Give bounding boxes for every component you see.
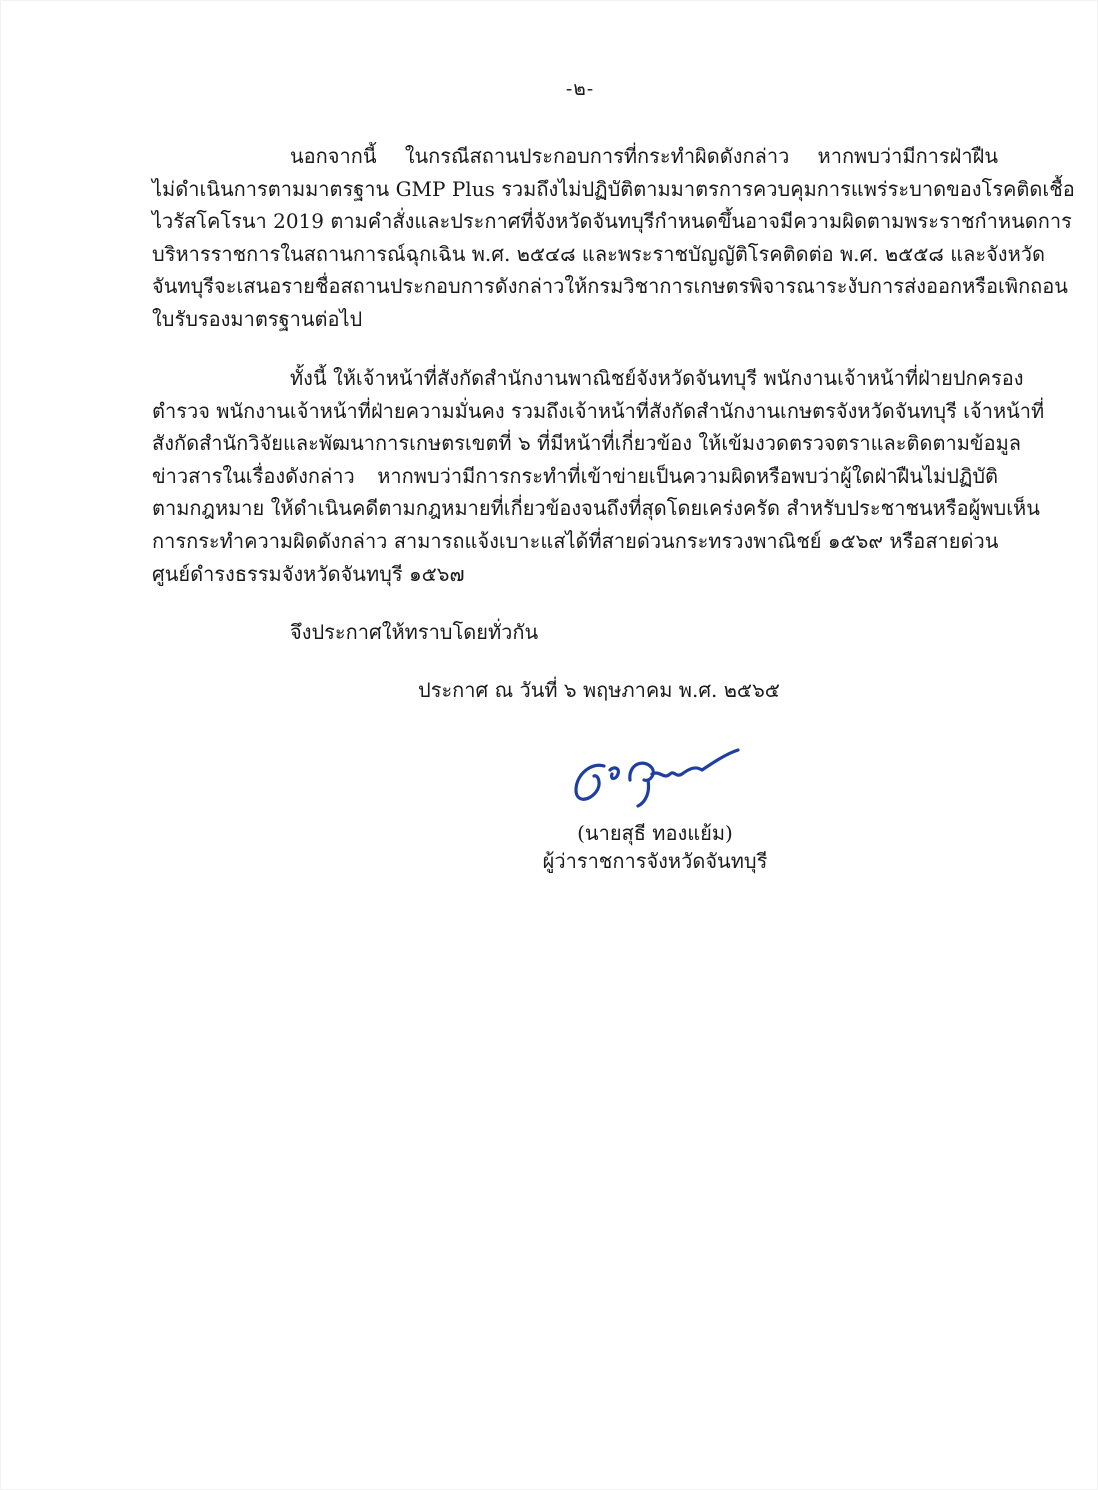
paragraph-1-line: ไวรัสโคโรนา 2019 ตามคำสั่งและประกาศที่จังหวัดจันทบุรีกำหนดขึ้นอาจมีความผิดตามพระราชกำหนดการ: [152, 209, 1072, 234]
paragraph-2-line: ข่าวสารในเรื่องดังกล่าว หากพบว่ามีการกระทำที่เข้าข่ายเป็นความผิดหรือพบว่าผู้ใดฝ่าฝืนไม่ปฏิบัติ: [152, 463, 998, 488]
page-number: -๒-: [565, 78, 595, 100]
paragraph-2-line: การกระทำความผิดดังกล่าว สามารถแจ้งเบาะแสได้ที่สายด่วนกระทรวงพาณิชย์ ๑๕๖๙ หรือสายด่วน: [152, 528, 999, 553]
signature-stroke: [630, 750, 738, 806]
paragraph-2-line: ตามกฎหมาย ให้ดำเนินคดีตามกฎหมายที่เกี่ยวข้องจนถึงที่สุดโดยเคร่งครัด สำหรับประชาชนหรือผู้พบเห็น: [152, 496, 1040, 521]
signer-name: (นายสุธี ทองแย้ม): [577, 821, 733, 845]
paragraph-2-line: สังกัดสำนักวิจัยและพัฒนาการเกษตรเขตที่ ๖ ที่มีหน้าที่เกี่ยวข้อง ให้เข้มงวดตรวจตราและติดตามข้อมูล: [152, 431, 1022, 456]
paragraph-1-line: ไม่ดำเนินการตามมาตรฐาน GMP Plus รวมถึงไม่ปฏิบัติตามมาตรการควบคุมการแพร่ระบาดของโรคติดเชื้อ: [152, 176, 1075, 201]
signature-stroke: [576, 765, 618, 799]
announcement-date: ประกาศ ณ วันที่ ๖ พฤษภาคม พ.ศ. ๒๕๖๕: [418, 678, 780, 702]
paragraph-1-line: บริหารราชการในสถานการณ์ฉุกเฉิน พ.ศ. ๒๕๔๘ และพระราชบัญญัติโรคติดต่อ พ.ศ. ๒๕๕๘ และจังหวัด: [152, 241, 1045, 266]
paragraph-2-line: ศูนย์ดำรงธรรมจังหวัดจันทบุรี ๑๕๖๗: [152, 561, 465, 586]
paragraph-1-line: จันทบุรีจะเสนอรายชื่อสถานประกอบการดังกล่าวให้กรมวิชาการเกษตรพิจารณาระงับการส่งออกหรือเพิกถอน: [152, 274, 1068, 299]
paragraph-2-line: ตำรวจ พนักงานเจ้าหน้าที่ฝ่ายความมั่นคง รวมถึงเจ้าหน้าที่สังกัดสำนักงานเกษตรจังหวัดจันทบุรี เจ้าหน้าที่: [152, 398, 1045, 423]
paragraph-1: [152, 140, 1075, 336]
paragraph-2: [152, 362, 1045, 590]
paragraph-1-line: ใบรับรองมาตรฐานต่อไป: [152, 306, 363, 331]
closing-statement: จึงประกาศให้ทราบโดยทั่วกัน: [290, 620, 539, 644]
signature-image: [566, 740, 746, 816]
paragraph-2-line: ทั้งนี้ ให้เจ้าหน้าที่สังกัดสำนักงานพาณิชย์จังหวัดจันทบุรี พนักงานเจ้าหน้าที่ฝ่ายปกครอง: [290, 366, 1024, 390]
paragraph-1-line: นอกจากนี้ ในกรณีสถานประกอบการที่กระทำผิดดังกล่าว หากพบว่ามีการฝ่าฝืน: [290, 144, 998, 168]
signer-title: ผู้ว่าราชการจังหวัดจันทบุรี: [542, 849, 768, 873]
